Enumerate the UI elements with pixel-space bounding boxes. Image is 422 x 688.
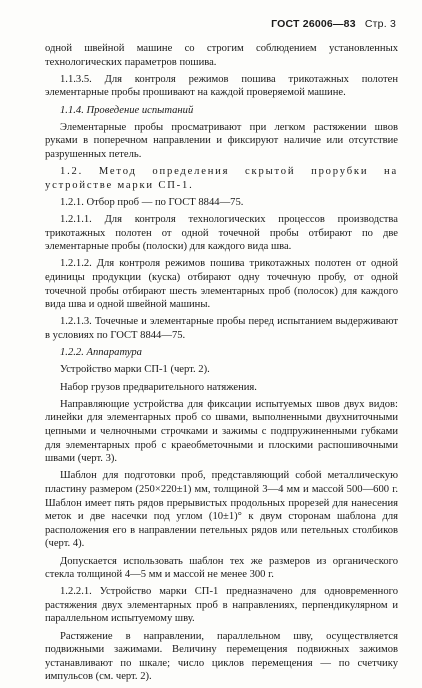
paragraph: 1.2.1.3. Точечные и элементарные пробы перед испытанием выдерживают в условиях по ГОСТ 8844—75. [45,316,398,342]
paragraph: 1.2.1.1. Для контроля технологических процессов производства трикотажных полотен от одной точечной пробы отбирают по две элементарные пробы (полоски) для каждого вида шва. [45,214,398,253]
paragraph: Растяжение в направлении, параллельном шву, осуществляется подвижными зажимами. Величину перемещения подвижных зажимов устанавливают по шкале; число циклов перемещения — по счетчику импульсов (см. черт. 2). [45,630,398,683]
method-heading: 1.2. Метод определения скрытой прорубки на устройстве марки СП-1. [45,166,398,191]
body-text [45,42,398,688]
paragraph: 1.2.2.1. Устройство марки СП-1 предназначено для одновременного растяжения двух элементарных проб в направлениях, перпендикулярном и параллельном испытуемому шву. [45,586,398,625]
paragraph: Направляющие устройства для фиксации испытуемых швов двух видов: линейки для элементарных проб со швами, выполненными двухниточными цепными и челночными строчками и зажимы с подпружиненными губками для элементарных проб с краеобметочными и плоскими распошивочными швами (черт. 3). [45,398,398,465]
section-heading: 1.2.2. Аппаратура [60,347,142,359]
paragraph: Допускается использовать шаблон тех же размеров из органического стекла толщиной 4—5 мм и массой не менее 300 г. [45,555,398,581]
paragraph: одной швейной машине со строгим соблюдением установленных технологических параметров пошива. [45,43,398,68]
paragraph: Устройство марки СП-1 (черт. 2). [60,364,210,376]
page-header [265,18,396,30]
standard-number: ГОСТ 26006—83 [271,18,356,30]
paragraph: 1.2.1.2. Для контроля режимов пошива трикотажных полотен от одной единицы продукции (куска) отбирают одну точечную пробу, от одной точечной пробы отбирают шесть элементарных проб (полосок) для каждого вида шва и одной швейной машины. [45,258,398,311]
paragraph: Шаблон для подготовки проб, представляющий собой металлическую пластину размером (250×220±1) мм, толщиной 3—4 мм и массой 500—600 г. Шаблон имеет пять рядов прерывистых продольных прорезей для нанесения меток и две насечки под углом (10±1)° к двум сторонам шаблона для расположения его в направлении петельных рядов или петельных столбиков (черт. 4). [45,470,398,550]
paragraph: Элементарные пробы просматривают при легком растяжении швов руками в поперечном направлении и фиксируют наличие или отсутствие разрушенных петель. [45,121,398,160]
paragraph: 1.2.1. Отбор проб — по ГОСТ 8844—75. [60,196,244,208]
section-heading: 1.1.4. Проведение испытаний [60,104,194,116]
paragraph: 1.1.3.5. Для контроля режимов пошива трикотажных полотен элементарные пробы прошивают на каждой проверяемой машине. [45,73,398,99]
paragraph: Набор грузов предварительного натяжения. [60,381,257,393]
page-number: Стр. 3 [364,18,396,30]
